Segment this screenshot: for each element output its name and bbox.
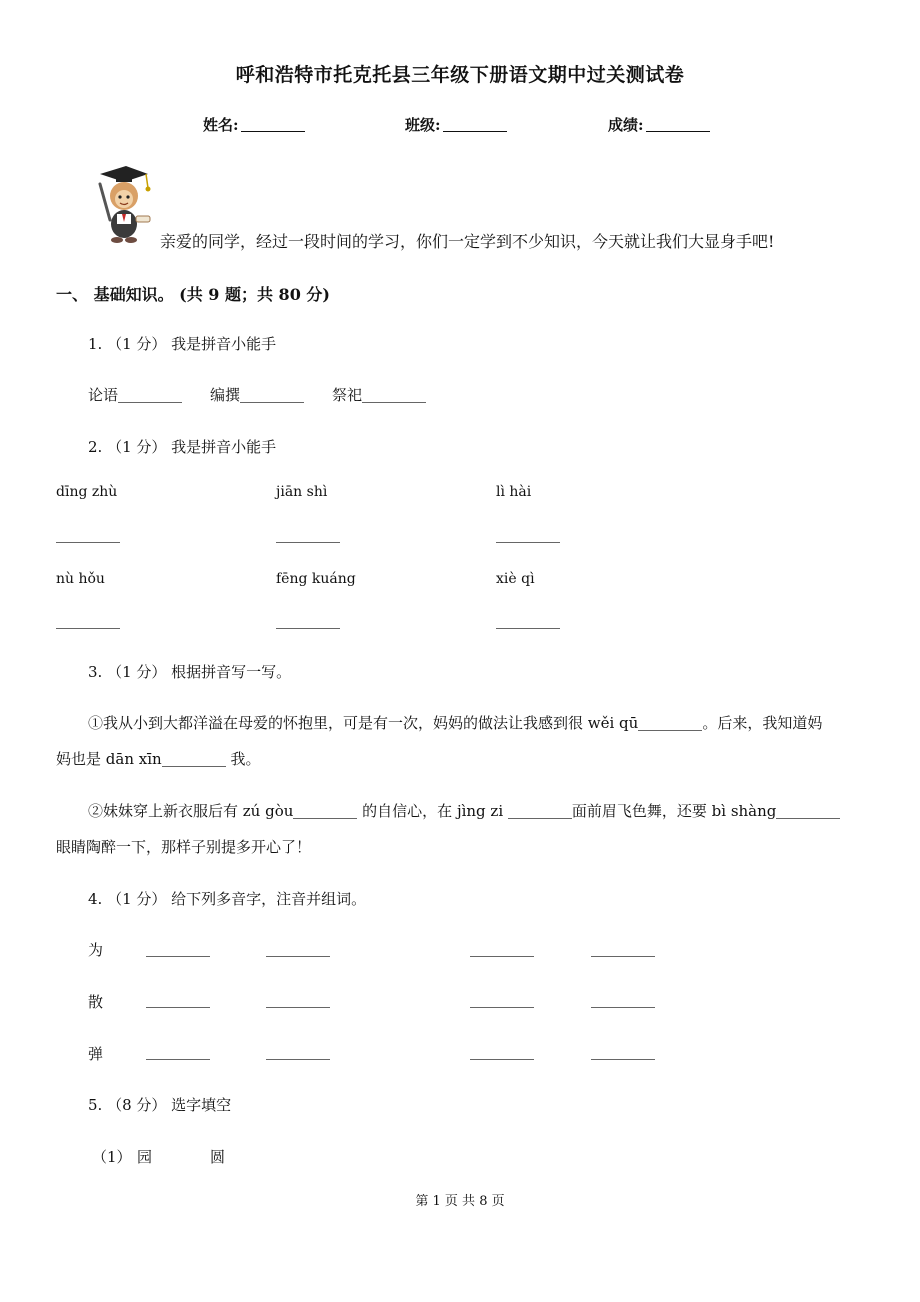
- page-title: 呼和浩特市托克托县三年级下册语文期中过关测试卷: [235, 64, 685, 86]
- q3-text: 的自信心，在 jìng zi: [357, 802, 508, 820]
- q3-paragraph-2-line-2: 眼睛陶醉一下，那样子别提多开心了！: [56, 838, 312, 856]
- name-blank[interactable]: [241, 116, 305, 132]
- answer-blank[interactable]: [240, 388, 304, 403]
- answer-blank[interactable]: [470, 956, 534, 957]
- q3-text: 妈也是 dān xīn: [56, 750, 162, 768]
- answer-blank[interactable]: [470, 1059, 534, 1060]
- q3-text: ①我从小到大都洋溢在母爱的怀抱里，可是有一次，妈妈的做法让我感到很 wěi qū: [88, 714, 639, 732]
- answer-blank[interactable]: [162, 752, 226, 767]
- answer-blank[interactable]: [276, 628, 340, 629]
- answer-blank[interactable]: [118, 388, 182, 403]
- answer-blank[interactable]: [508, 804, 572, 819]
- answer-blank[interactable]: [146, 1059, 210, 1060]
- answer-blank[interactable]: [276, 542, 340, 543]
- answer-blank[interactable]: [146, 1007, 210, 1008]
- q3-text: ②妹妹穿上新衣服后有 zú gòu: [88, 802, 294, 820]
- q2-pinyin: nù hǒu: [56, 571, 105, 587]
- answer-blank[interactable]: [496, 628, 560, 629]
- q1-word: 祭祀: [332, 386, 363, 404]
- score-label: 成绩:: [608, 116, 644, 134]
- q1-item-1: [88, 384, 182, 405]
- answer-blank[interactable]: [56, 628, 120, 629]
- answer-blank[interactable]: [591, 956, 655, 957]
- q2-pinyin: xiè qì: [496, 571, 535, 587]
- answer-blank[interactable]: [362, 388, 426, 403]
- question-2-heading: 2. （1 分） 我是拼音小能手: [88, 438, 277, 456]
- q2-pinyin: fēng kuáng: [276, 571, 356, 587]
- q5-option: 圆: [210, 1148, 226, 1166]
- answer-blank[interactable]: [266, 1059, 330, 1060]
- question-5-heading: 5. （8 分） 选字填空: [88, 1096, 232, 1114]
- q1-word: 编撰: [210, 386, 241, 404]
- q5-sub-number: （1）: [92, 1148, 132, 1166]
- question-1-heading: 1. （1 分） 我是拼音小能手: [88, 335, 277, 353]
- answer-blank[interactable]: [56, 542, 120, 543]
- answer-blank[interactable]: [776, 804, 840, 819]
- q3-paragraph-2-line-1: [88, 800, 840, 821]
- score-field: [608, 114, 710, 135]
- q1-item-3: [332, 384, 426, 405]
- q4-char: 为: [88, 941, 104, 959]
- q4-char: 弹: [88, 1045, 104, 1063]
- student-mascot-icon: [86, 162, 156, 246]
- class-label: 班级:: [405, 116, 441, 134]
- q3-paragraph-1-line-1: [88, 712, 822, 733]
- q5-option: 园: [137, 1148, 153, 1166]
- class-blank[interactable]: [443, 116, 507, 132]
- answer-blank[interactable]: [638, 716, 702, 731]
- q1-word: 论语: [88, 386, 119, 404]
- section-heading: 一、 基础知识。 (共 9 题；共 80 分): [56, 285, 330, 304]
- question-3-heading: 3. （1 分） 根据拼音写一写。: [88, 663, 292, 681]
- score-blank[interactable]: [646, 116, 710, 132]
- q1-item-2: [210, 384, 304, 405]
- answer-blank[interactable]: [591, 1059, 655, 1060]
- class-field: [405, 114, 507, 135]
- q3-text: 我。: [225, 750, 261, 768]
- q2-pinyin: jiān shì: [276, 484, 328, 500]
- q2-pinyin: dīng zhù: [56, 484, 118, 500]
- q2-pinyin: lì hài: [496, 484, 532, 500]
- q3-text: 。后来，我知道妈: [702, 714, 823, 732]
- name-field: [203, 114, 305, 135]
- q4-char: 散: [88, 993, 104, 1011]
- greeting-text: 亲爱的同学，经过一段时间的学习，你们一定学到不少知识，今天就让我们大显身手吧!: [160, 232, 775, 251]
- answer-blank[interactable]: [266, 1007, 330, 1008]
- answer-blank[interactable]: [496, 542, 560, 543]
- answer-blank[interactable]: [470, 1007, 534, 1008]
- name-label: 姓名:: [203, 116, 239, 134]
- question-4-heading: 4. （1 分） 给下列多音字，注音并组词。: [88, 890, 367, 908]
- q3-paragraph-1-line-2: [56, 748, 260, 769]
- answer-blank[interactable]: [266, 956, 330, 957]
- answer-blank[interactable]: [293, 804, 357, 819]
- q3-text: 面前眉飞色舞，还要 bì shàng: [571, 802, 777, 820]
- page-footer: 第 1 页 共 8 页: [415, 1194, 505, 1209]
- answer-blank[interactable]: [146, 956, 210, 957]
- answer-blank[interactable]: [591, 1007, 655, 1008]
